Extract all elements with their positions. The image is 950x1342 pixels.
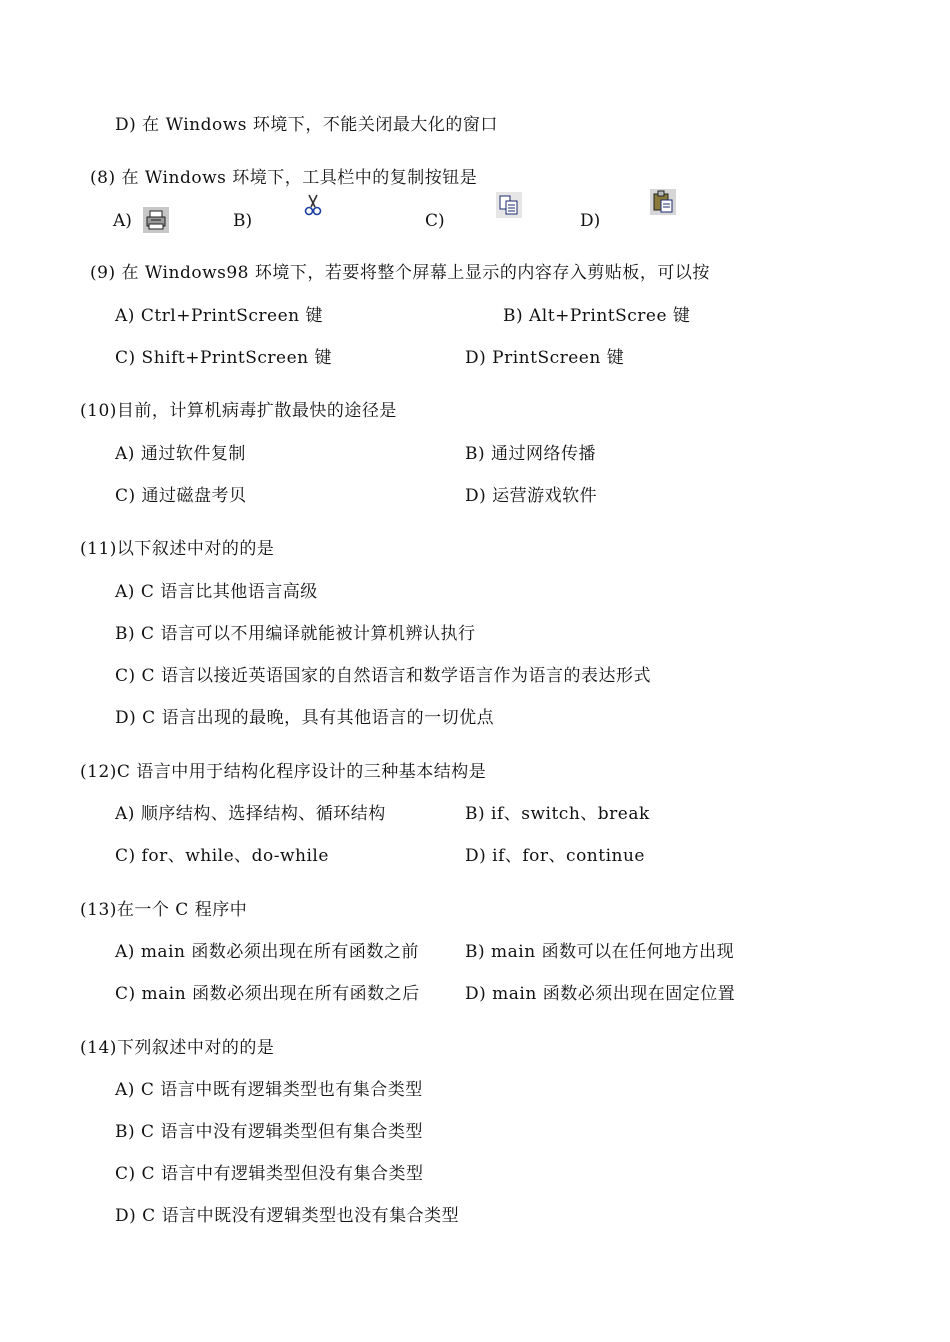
- q12-option-c: C) for、while、do-while: [115, 846, 329, 866]
- print-icon: [143, 207, 169, 233]
- q13-option-c: C) main 函数必须出现在所有函数之后: [115, 984, 420, 1004]
- question-8: (8) 在 Windows 环境下，工具栏中的复制按钮是: [90, 168, 478, 188]
- q14-option-d: D) C 语言中既没有逻辑类型也没有集合类型: [115, 1206, 460, 1226]
- question-14: (14)下列叙述中对的的是: [80, 1038, 275, 1058]
- q9-option-a: A) Ctrl+PrintScreen 键: [115, 306, 324, 326]
- q10-option-a: A) 通过软件复制: [115, 444, 246, 464]
- q14-option-a: A) C 语言中既有逻辑类型也有集合类型: [115, 1080, 423, 1100]
- q7-option-d: D) 在 Windows 环境下，不能关闭最大化的窗口: [115, 115, 498, 135]
- question-9: (9) 在 Windows98 环境下，若要将整个屏幕上显示的内容存入剪贴板，可以按: [90, 263, 710, 283]
- copy-icon: [496, 192, 522, 218]
- q10-option-c: C) 通过磁盘考贝: [115, 486, 247, 506]
- q11-option-b: B) C 语言可以不用编译就能被计算机辨认执行: [115, 624, 476, 644]
- q12-option-a: A) 顺序结构、选择结构、循环结构: [115, 804, 386, 824]
- q14-option-b: B) C 语言中没有逻辑类型但有集合类型: [115, 1122, 423, 1142]
- q13-option-d: D) main 函数必须出现在固定位置: [465, 984, 736, 1004]
- q14-option-c: C) C 语言中有逻辑类型但没有集合类型: [115, 1164, 424, 1184]
- question-11: (11)以下叙述中对的的是: [80, 539, 275, 559]
- q9-option-c: C) Shift+PrintScreen 键: [115, 348, 332, 368]
- q11-option-d: D) C 语言出现的最晚，具有其他语言的一切优点: [115, 708, 495, 728]
- q8-option-b-label: B): [233, 211, 253, 231]
- question-13: (13)在一个 C 程序中: [80, 900, 248, 920]
- paste-icon: [650, 189, 676, 215]
- q8-option-d-label: D): [580, 211, 601, 231]
- question-12: (12)C 语言中用于结构化程序设计的三种基本结构是: [80, 762, 487, 782]
- q9-option-d: D) PrintScreen 键: [465, 348, 625, 368]
- q10-option-d: D) 运营游戏软件: [465, 486, 598, 506]
- q9-option-b: B) Alt+PrintScree 键: [503, 306, 691, 326]
- q13-option-a: A) main 函数必须出现在所有函数之前: [115, 942, 419, 962]
- q12-option-b: B) if、switch、break: [465, 804, 650, 824]
- q11-option-a: A) C 语言比其他语言高级: [115, 582, 318, 602]
- q12-option-d: D) if、for、continue: [465, 846, 645, 866]
- q8-option-a-label: A): [113, 211, 132, 231]
- q10-option-b: B) 通过网络传播: [465, 444, 597, 464]
- q8-option-c-label: C): [425, 211, 445, 231]
- q11-option-c: C) C 语言以接近英语国家的自然语言和数学语言作为语言的表达形式: [115, 666, 651, 686]
- cut-icon: [300, 192, 326, 218]
- q13-option-b: B) main 函数可以在任何地方出现: [465, 942, 735, 962]
- question-10: (10)目前，计算机病毒扩散最快的途径是: [80, 401, 397, 421]
